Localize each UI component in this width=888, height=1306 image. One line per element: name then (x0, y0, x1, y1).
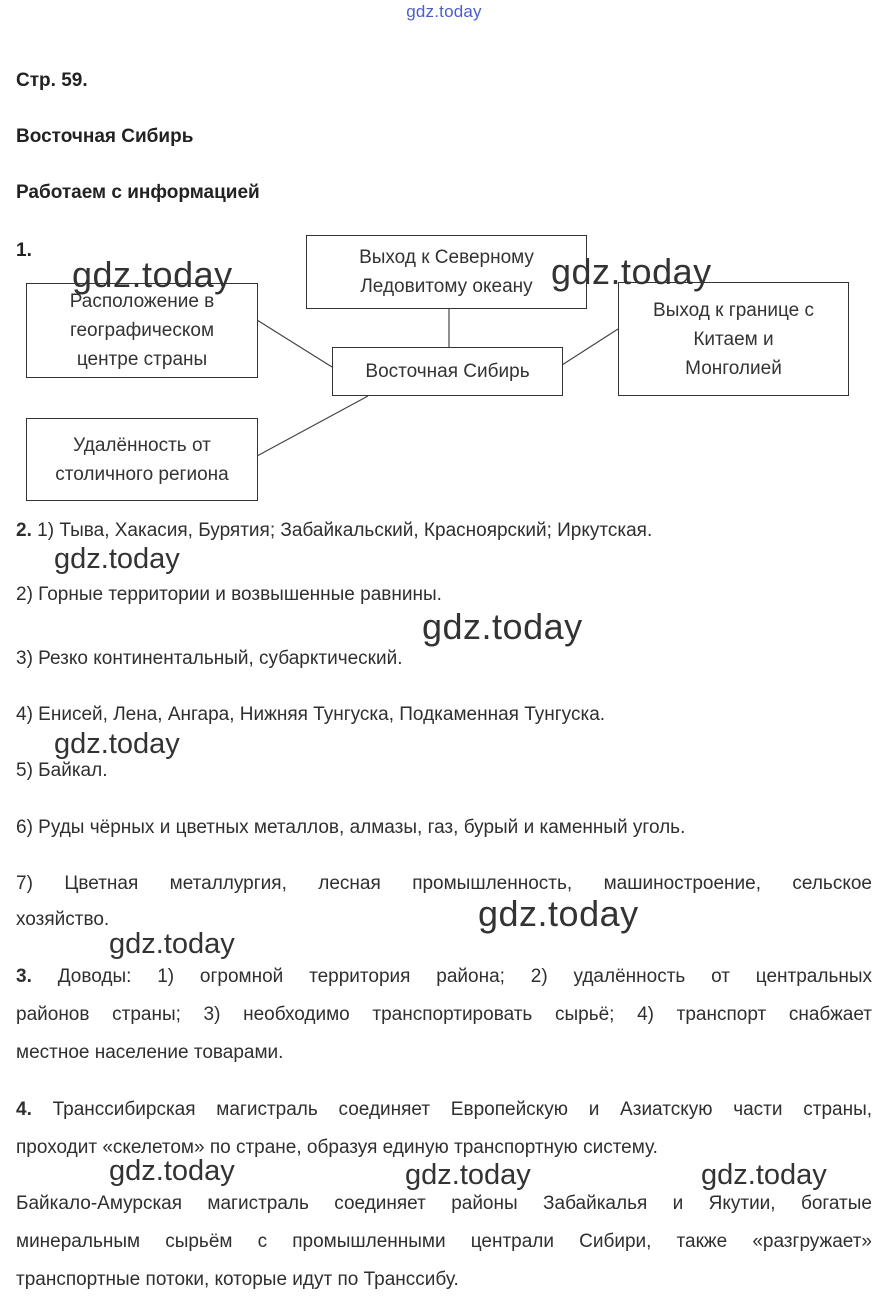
box-remoteness: Удалённость от столичного региона (26, 418, 258, 501)
task2-item-5: 5) Байкал. (16, 760, 108, 781)
connector-right (562, 329, 618, 365)
task4-paragraph2-line2: минеральным сырьём с промышленными централи Сибири, также «разгружает» (16, 1231, 872, 1252)
watermark: gdz.today (109, 1155, 235, 1187)
connector-left-top (257, 320, 332, 367)
task4-paragraph2-line1: Байкало-Амурская магистраль соединяет районы Забайкалья и Якутии, богатые (16, 1193, 872, 1214)
task3-number: 3. (16, 966, 32, 987)
watermark: gdz.today (54, 543, 180, 575)
box-china-mongolia-border: Выход к границе с Китаем и Монголией (618, 282, 849, 396)
watermark: gdz.today (109, 928, 235, 960)
task4-number: 4. (16, 1099, 32, 1120)
task4-paragraph1-line2: проходит «скелетом» по стране, образуя единую транспортную систему. (16, 1137, 658, 1158)
connector-left-bottom (257, 396, 368, 456)
watermark: gdz.today (405, 1159, 531, 1191)
task2-item-7: 7) Цветная металлургия, лесная промышленность, машиностроение, сельское (16, 873, 872, 894)
task2-item-7-continued: хозяйство. (16, 909, 110, 930)
watermark: gdz.today (551, 251, 712, 292)
section-title: Восточная Сибирь (16, 126, 194, 147)
task1-number: 1. (16, 240, 32, 261)
box-arctic-ocean-access: Выход к Северному Ледовитому океану (306, 235, 587, 309)
page-reference: Стр. 59. (16, 70, 88, 91)
task2-number: 2. (16, 520, 32, 541)
task2-item-4: 4) Енисей, Лена, Ангара, Нижняя Тунгуска, Подкаменная Тунгуска. (16, 704, 606, 725)
task3-line-2: районов страны; 3) необходимо транспортировать сырьё; 4) транспорт снабжает (16, 1004, 872, 1025)
task2-item-2: 2) Горные территории и возвышенные равнины. (16, 584, 442, 605)
box-east-siberia: Восточная Сибирь (332, 347, 563, 396)
watermark: gdz.today (72, 254, 233, 295)
task4-paragraph1-line1: 4. Транссибирская магистраль соединяет Европейскую и Азиатскую части страны, (16, 1099, 872, 1120)
watermark: gdz.today (422, 606, 583, 647)
task3-line-3: местное население товарами. (16, 1042, 284, 1063)
task2-item-1: 2. 1) Тыва, Хакасия, Бурятия; Забайкальский, Красноярский; Иркутская. (16, 520, 653, 541)
watermark: gdz.today (478, 893, 639, 934)
watermark: gdz.today (54, 728, 180, 760)
task4-paragraph2-line3: транспортные потоки, которые идут по Транссибу. (16, 1269, 459, 1290)
task2-item-3: 3) Резко континентальный, субарктический. (16, 648, 403, 669)
watermark: gdz.today (701, 1159, 827, 1191)
task2-item-6: 6) Руды чёрных и цветных металлов, алмазы, газ, бурый и каменный уголь. (16, 817, 686, 838)
task3-line-1: 3. Доводы: 1) огромной территория района; 2) удалённость от центральных (16, 966, 872, 987)
header-watermark: gdz.today (406, 2, 482, 21)
subsection-title: Работаем с информацией (16, 182, 260, 203)
box-geographic-center: Расположение в географическом центре страны (26, 283, 258, 378)
